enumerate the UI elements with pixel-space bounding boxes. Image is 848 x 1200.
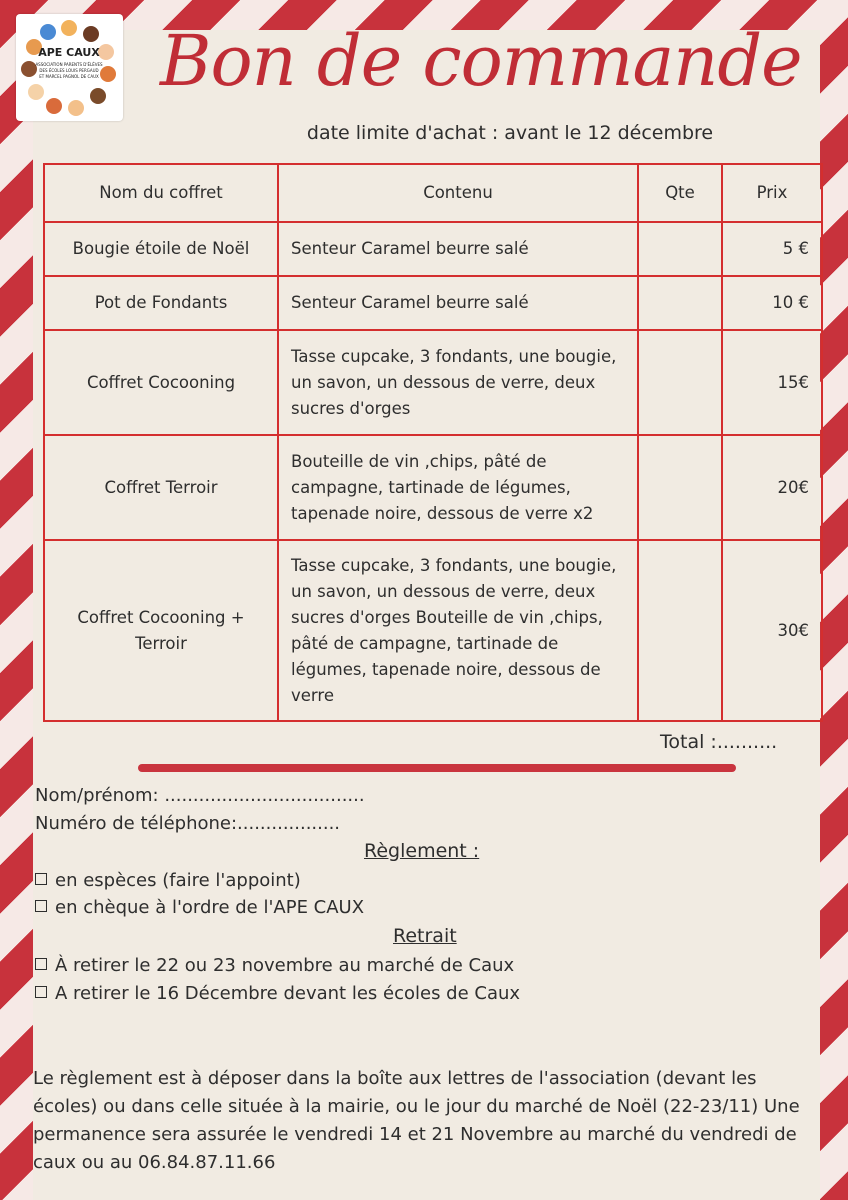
row-content: Senteur Caramel beurre salé	[278, 276, 638, 330]
deadline-text: date limite d'achat : avant le 12 décembre	[306, 122, 714, 144]
checkbox-icon[interactable]	[35, 986, 47, 998]
svg-text:DES ÉCOLES LOUIS PERGAUD: DES ÉCOLES LOUIS PERGAUD	[39, 68, 99, 73]
payment-option-check[interactable]	[35, 897, 364, 918]
brush-divider	[138, 764, 736, 772]
checkbox-icon[interactable]	[35, 900, 47, 912]
checkbox-icon[interactable]	[35, 958, 47, 970]
column-header-qty: Qte	[638, 164, 722, 222]
table-header-row	[44, 164, 822, 222]
row-qty-field[interactable]	[638, 222, 722, 276]
pickup-option-market[interactable]	[35, 955, 514, 976]
table-row	[44, 540, 822, 721]
row-qty-field[interactable]	[638, 435, 722, 540]
row-qty-field[interactable]	[638, 276, 722, 330]
row-name: Pot de Fondants	[44, 276, 278, 330]
table-row	[44, 276, 822, 330]
total-field[interactable]: Total :..........	[660, 731, 778, 753]
logo-title: APE CAUX	[38, 46, 100, 59]
payment-option-cash[interactable]	[35, 870, 301, 891]
row-qty-field[interactable]	[638, 540, 722, 721]
row-content: Senteur Caramel beurre salé	[278, 222, 638, 276]
row-name: Coffret Cocooning + Terroir	[44, 540, 278, 721]
footer-instructions: Le règlement est à déposer dans la boîte aux lettres de l'association (devant les écoles) ou dans celle située à la mairie, ou le jour du marché de Noël (22-23/11) Une permanence sera assurée le vendredi 14 et 21 Novembre au marché du vendredi de caux ou au 06.84.87.11.66	[33, 1068, 800, 1173]
pickup-option-schools[interactable]	[35, 983, 520, 1004]
row-content: Tasse cupcake, 3 fondants, une bougie, un savon, un dessous de verre, deux sucres d'orges	[278, 330, 638, 435]
phone-field[interactable]: Numéro de téléphone:..................	[35, 813, 341, 834]
pickup-2-label: A retirer le 16 Décembre devant les écoles de Caux	[55, 983, 521, 1004]
row-name: Coffret Cocooning	[44, 330, 278, 435]
row-content: Bouteille de vin ,chips, pâté de campagne, tartinade de légumes, tapenade noire, dessous de verre x2	[278, 435, 638, 540]
payment-heading: Règlement :	[364, 840, 480, 862]
row-price: 15€	[722, 330, 822, 435]
table-row	[44, 222, 822, 276]
name-field[interactable]: Nom/prénom: ...................................	[35, 785, 365, 806]
svg-text:ASSOCIATION PARENTS D'ÉLÈVES: ASSOCIATION PARENTS D'ÉLÈVES	[35, 62, 103, 67]
row-qty-field[interactable]	[638, 330, 722, 435]
order-table	[43, 163, 823, 722]
row-price: 20€	[722, 435, 822, 540]
page-title: Bon de commande	[160, 20, 802, 102]
ape-caux-logo	[16, 14, 123, 121]
row-price: 10 €	[722, 276, 822, 330]
checkbox-icon[interactable]	[35, 873, 47, 885]
payment-check-label: en chèque à l'ordre de l'APE CAUX	[55, 897, 365, 918]
row-price: 5 €	[722, 222, 822, 276]
table-row	[44, 435, 822, 540]
svg-text:ET MARCEL PAGNOL DE CAUX: ET MARCEL PAGNOL DE CAUX	[39, 74, 99, 79]
row-name: Bougie étoile de Noël	[44, 222, 278, 276]
column-header-content: Contenu	[278, 164, 638, 222]
row-content: Tasse cupcake, 3 fondants, une bougie, un savon, un dessous de verre, deux sucres d'orges Bouteille de vin ,chips, pâté de campagne, tartinade de légumes, tapenade noire, dessous de verre	[278, 540, 638, 721]
pickup-heading: Retrait	[393, 925, 457, 947]
pickup-1-label: À retirer le 22 ou 23 novembre au marché de Caux	[55, 955, 515, 976]
table-row	[44, 330, 822, 435]
payment-cash-label: en espèces (faire l'appoint)	[55, 870, 301, 891]
column-header-name: Nom du coffret	[44, 164, 278, 222]
row-name: Coffret Terroir	[44, 435, 278, 540]
column-header-price: Prix	[722, 164, 822, 222]
row-price: 30€	[722, 540, 822, 721]
